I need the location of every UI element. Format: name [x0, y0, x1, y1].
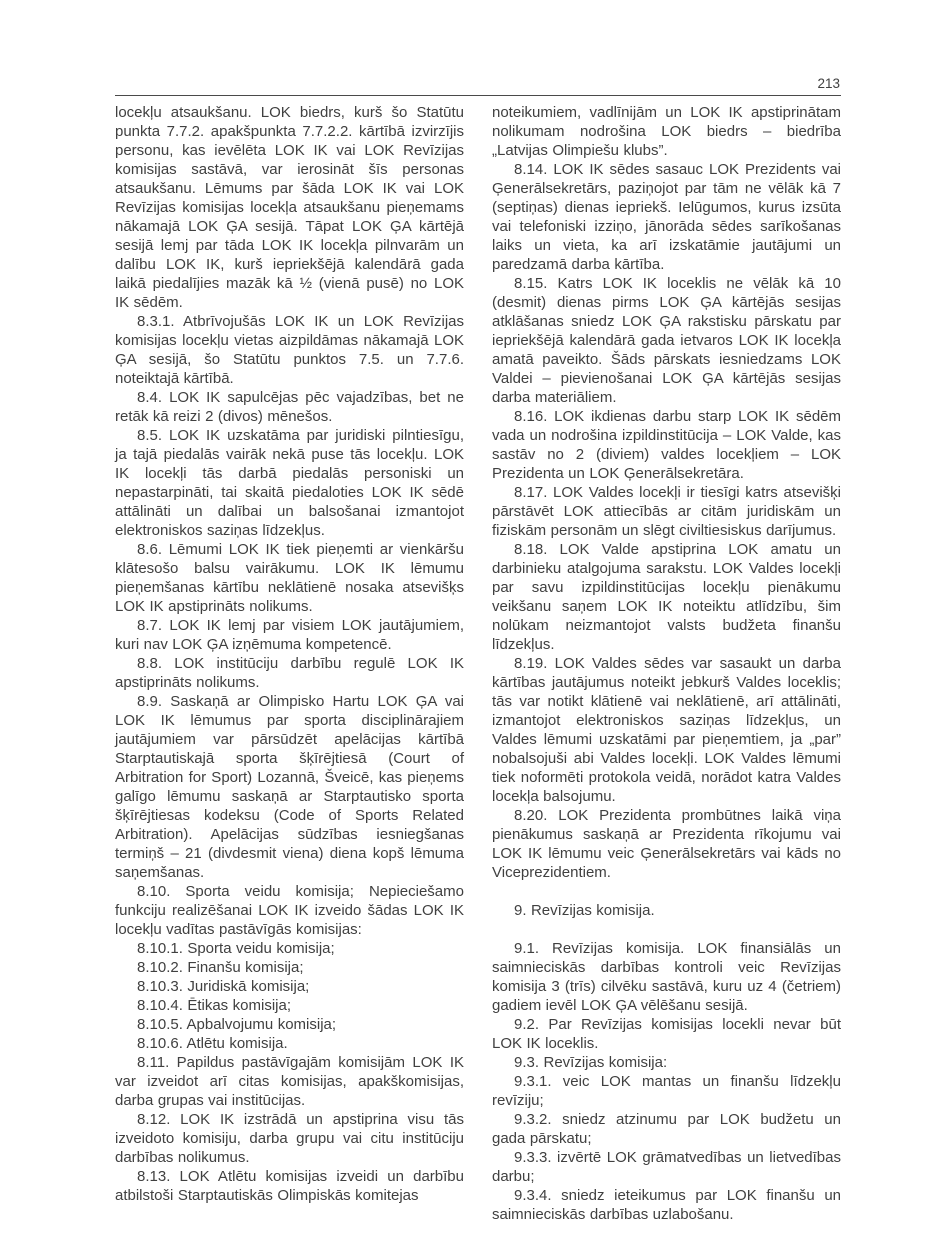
page-header	[115, 0, 841, 96]
right-column	[492, 103, 841, 1224]
paragraph: 8.18. LOK Valde apstiprina LOK amatu un darbinieku atalgojuma sarakstu. LOK Valdes locekļi par savu izpildinstitūcijas locekļu pienākumu veikšanu saņem LOK IK noteiktu atlīdzību, šim nolūkam neizmantojot valsts budžeta finanšu līdzekļus.	[492, 541, 841, 653]
paragraph: 8.13. LOK Atlētu komisijas izveidi un darbību atbilstoši Starptautiskās Olimpiskās komitejas	[115, 1168, 464, 1204]
paragraph: 8.20. LOK Prezidenta prombūtnes laikā viņa pienākumus saskaņā ar Prezidenta rīkojumu vai LOK IK lēmumu veic Ģenerālsekretārs vai kāds no Viceprezidentiem.	[492, 807, 841, 881]
paragraph: 8.10.6. Atlētu komisija.	[137, 1035, 288, 1052]
paragraph: 9.2. Par Revīzijas komisijas locekli nevar būt LOK IK loceklis.	[492, 1016, 841, 1052]
paragraph: 8.8. LOK institūciju darbību regulē LOK IK apstiprināts nolikums.	[115, 655, 464, 691]
paragraph: 9. Revīzijas komisija.	[514, 902, 655, 919]
paragraph: 8.10.1. Sporta veidu komisija;	[137, 940, 335, 957]
left-column	[115, 103, 464, 1224]
page-number: 213	[817, 76, 840, 91]
paragraph: locekļu atsaukšanu. LOK biedrs, kurš šo Statūtu punkta 7.7.2. apakšpunkta 7.7.2.2. kārtībā izvirzījis personu, kas ievēlēta LOK IK vai LOK Revīzijas komisijas sastāvā, var ierosināt šīs personas atsaukšanu. Lēmums par šāda LOK IK vai LOK Revīzijas komisijas locekļa atsaukšanu pieņemams nākamajā LOK ĢA sesijā. Tāpat LOK ĢA kārtējā sesijā lemj par tāda LOK IK locekļa pilnvarām un dalību LOK IK, kurš iepriekšējā kalendārā gada laikā piedalījies mazāk kā ½ (vienā pusē) no LOK IK sēdēm.	[115, 104, 464, 311]
paragraph: 8.12. LOK IK izstrādā un apstiprina visu tās izveidoto komisiju, darba grupu vai citu institūciju darbības nolikumus.	[115, 1111, 464, 1166]
paragraph: 8.10.4. Ētikas komisija;	[137, 997, 291, 1014]
paragraph: 8.10.2. Finanšu komisija;	[137, 959, 304, 976]
paragraph: 8.10.5. Apbalvojumu komisija;	[137, 1016, 337, 1033]
paragraph: 8.4. LOK IK sapulcējas pēc vajadzības, bet ne retāk kā reizi 2 (divos) mēnešos.	[115, 389, 464, 425]
paragraph: 9.1. Revīzijas komisija. LOK finansiālās un saimnieciskās darbības kontroli veic Revīzijas komisija 3 (trīs) cilvēku sastāvā, kuru uz 4 (četriem) gadiem ievēl LOK ĢA vēlēšanu sesijā.	[492, 940, 841, 1014]
paragraph: 8.9. Saskaņā ar Olimpisko Hartu LOK ĢA vai LOK IK lēmumus par sporta disciplinārajiem jautājumiem var pārsūdzēt apelācijas kārtībā Starptautiskajā sporta šķīrējtiesā (Court of Arbitration for Sport) Lozannā, Šveicē, kas pieņems galīgo lēmumu saskaņā ar Starptautisko sporta šķīrējtiesas kodeksu (Code of Sports Related Arbitration). Apelācijas sūdzības iesniegšanas termiņš – 21 (divdesmit viena) diena kopš lēmuma saņemšanas.	[115, 693, 464, 881]
text-columns	[115, 103, 841, 1224]
paragraph: 8.10.3. Juridiskā komisija;	[137, 978, 310, 995]
paragraph: 8.7. LOK IK lemj par visiem LOK jautājumiem, kuri nav LOK ĢA izņēmuma kompetencē.	[115, 617, 464, 653]
paragraph: 8.15. Katrs LOK IK loceklis ne vēlāk kā 10 (desmit) dienas pirms LOK ĢA kārtējās sesijas atklāšanas sniedz LOK ĢA rakstisku pārskatu par iepriekšējā kalendārā gada ietvaros LOK IK locekļa amatā paveikto. Šāds pārskats iesniedzams LOK Valdei – pievienošanai LOK ĢA kārtējās sesijas darba materiāliem.	[492, 275, 841, 406]
paragraph: 9.3. Revīzijas komisija:	[514, 1054, 668, 1071]
paragraph: 9.3.2. sniedz atzinumu par LOK budžetu un gada pārskatu;	[492, 1111, 841, 1147]
paragraph: 8.10. Sporta veidu komisija; Nepieciešamo funkciju realizēšanai LOK IK izveido šādas LOK IK locekļu vadītas pastāvīgās komisijas:	[115, 883, 464, 938]
paragraph: 9.3.1. veic LOK mantas un finanšu līdzekļu revīziju;	[492, 1073, 841, 1109]
header-rule	[115, 95, 841, 96]
paragraph: 8.19. LOK Valdes sēdes var sasaukt un darba kārtības jautājumus noteikt jebkurš Valdes loceklis; tās var notikt klātienē vai neklātienē, arī attālināti, izmantojot elektroniskos saziņas līdzekļus, un Valdes lēmumi uzskatāmi par pieņemtiem, ja „par” nobalsojuši abi Valdes locekļi. LOK Valdes lēmumi tiek noformēti protokola veidā, norādot katra Valdes locekļa balsojumu.	[492, 655, 841, 805]
paragraph: 8.5. LOK IK uzskatāma par juridiski pilntiesīgu, ja tajā piedalās vairāk nekā puse tās locekļu. LOK IK locekļi tās darbā piedalās personiski un nepastarpināti, tai skaitā piedaloties LOK IK sēdē attālināti un dalībai un balsošanai izmantojot elektroniskos saziņas līdzekļus.	[115, 427, 464, 539]
paragraph: 9.3.4. sniedz ieteikumus par LOK finanšu un saimnieciskās darbības uzlabošanu.	[492, 1187, 841, 1223]
paragraph: 8.6. Lēmumi LOK IK tiek pieņemti ar vienkāršu klātesošo balsu vairākumu. LOK IK lēmumu pieņemšanas kārtību neklātienē nosaka atsevišķs LOK IK apstiprināts nolikums.	[115, 541, 464, 615]
paragraph: 8.11. Papildus pastāvīgajām komisijām LOK IK var izveidot arī citas komisijas, apakškomisijas, darba grupas vai institūcijas.	[115, 1054, 464, 1109]
paragraph: noteikumiem, vadlīnijām un LOK IK apstiprinātam nolikumam nodrošina LOK biedrs – biedrība „Latvijas Olimpiešu klubs”.	[492, 104, 841, 159]
paragraph: 8.14. LOK IK sēdes sasauc LOK Prezidents vai Ģenerālsekretārs, paziņojot par tām ne vēlāk kā 7 (septiņas) dienas iepriekš. Ielūgumos, kurus izsūta vai telefoniski izziņo, jānorāda sēdes sarīkošanas laiks un vieta, ka arī izskatāmie jautājumi un paredzamā darba kārtība.	[492, 161, 841, 273]
paragraph: 8.16. LOK ikdienas darbu starp LOK IK sēdēm vada un nodrošina izpildinstitūcija – LOK Valde, kas sastāv no 2 (diviem) valdes locekļiem – LOK Prezidenta un LOK Ģenerālsekretāra.	[492, 408, 841, 482]
paragraph: 9.3.3. izvērtē LOK grāmatvedības un lietvedības darbu;	[492, 1149, 841, 1185]
paragraph: 8.17. LOK Valdes locekļi ir tiesīgi katrs atsevišķi pārstāvēt LOK attiecībās ar citām juridiskām un fiziskām personām un slēgt civiltiesiskus darījumus.	[492, 484, 841, 539]
paragraph: 8.3.1. Atbrīvojušās LOK IK un LOK Revīzijas komisijas locekļu vietas aizpildāmas nākamajā LOK ĢA sesijā, šo Statūtu punktos 7.5. un 7.7.6. noteiktajā kārtībā.	[115, 313, 464, 387]
